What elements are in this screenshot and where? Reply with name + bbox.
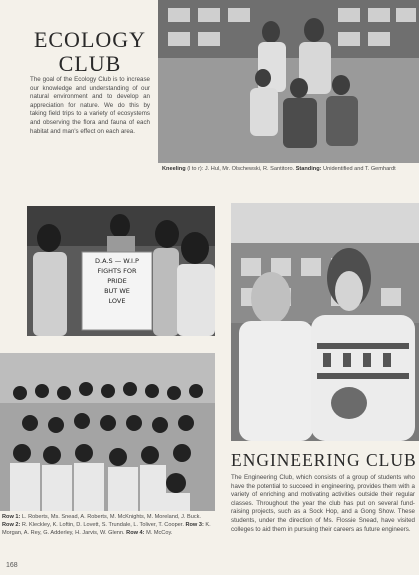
row1-label: Row 1: <box>2 514 21 520</box>
page-number: 168 <box>6 562 18 569</box>
row1-names: L. Roberts, Ms. Snead, A. Roberts, M. McKnights, M. Moreland, J. Buck. <box>21 514 201 520</box>
ecology-club-photo <box>158 0 419 163</box>
poster-line: D.A.S — W.I.P <box>95 257 139 265</box>
poster-line: BUT WE <box>104 287 130 295</box>
ecology-caption <box>162 165 414 173</box>
poster-line: PRIDE <box>107 277 127 285</box>
row4-label: Row 4: <box>126 530 145 536</box>
poster-sign <box>84 256 150 306</box>
row2-names: R. Kleckley, K. Loftin, D. Lovett, S. Trundale, L. Toliver, T. Cooper. <box>21 522 184 528</box>
caption-standing-label: Standing: <box>295 166 322 172</box>
poster-students-photo <box>27 206 215 336</box>
ecology-description: The goal of the Ecology Club is to increase our knowledge and understanding of our natural environment and to develop an appreciation for nature. We do this by taking field trips to a variety of ecosystems and observing the flora and fauna of each habitat and man's effect on each area. <box>30 76 150 135</box>
caption-kneeling-names: (l to r): J. Hul, Mr. Olschewski, R. Santitoro. <box>187 166 295 172</box>
engineering-title: ENGINEERING CLUB <box>231 450 417 470</box>
row4-names: M. McCoy. <box>146 530 173 536</box>
row3-names: K. Morgan, A. Rey, G. Adderley, H. Jarvis, W. Glenn. <box>2 522 211 536</box>
group-caption <box>2 513 214 537</box>
ecology-title-line1: ECOLOGY <box>33 27 147 52</box>
engineering-group-photo <box>0 353 215 511</box>
caption-standing-names: Unidentified and T. Gemhardt <box>323 166 396 172</box>
row2-label: Row 2: <box>2 522 21 528</box>
caption-kneeling-label: Kneeling <box>162 166 186 172</box>
engineering-portrait-photo <box>231 203 419 441</box>
ecology-title <box>30 28 150 76</box>
poster-line: FIGHTS FOR <box>97 267 137 275</box>
row3-label: Row 3: <box>185 522 204 528</box>
engineering-description: The Engineering Club, which consists of a group of students who have the potential to succeed in engineering, provides them with a variety of enriching and motivating activities outside their regular classes. Throughout the year the club has put on several fund-raising projects, such as a Sock Hop, and a Gong Show. These students, under the direction of Ms. Flossie Snead, have visited colleges to aid them in pursuing their careers as future engineers. <box>231 474 415 533</box>
poster-line: LOVE <box>108 297 126 305</box>
ecology-title-line2: CLUB <box>58 51 122 76</box>
